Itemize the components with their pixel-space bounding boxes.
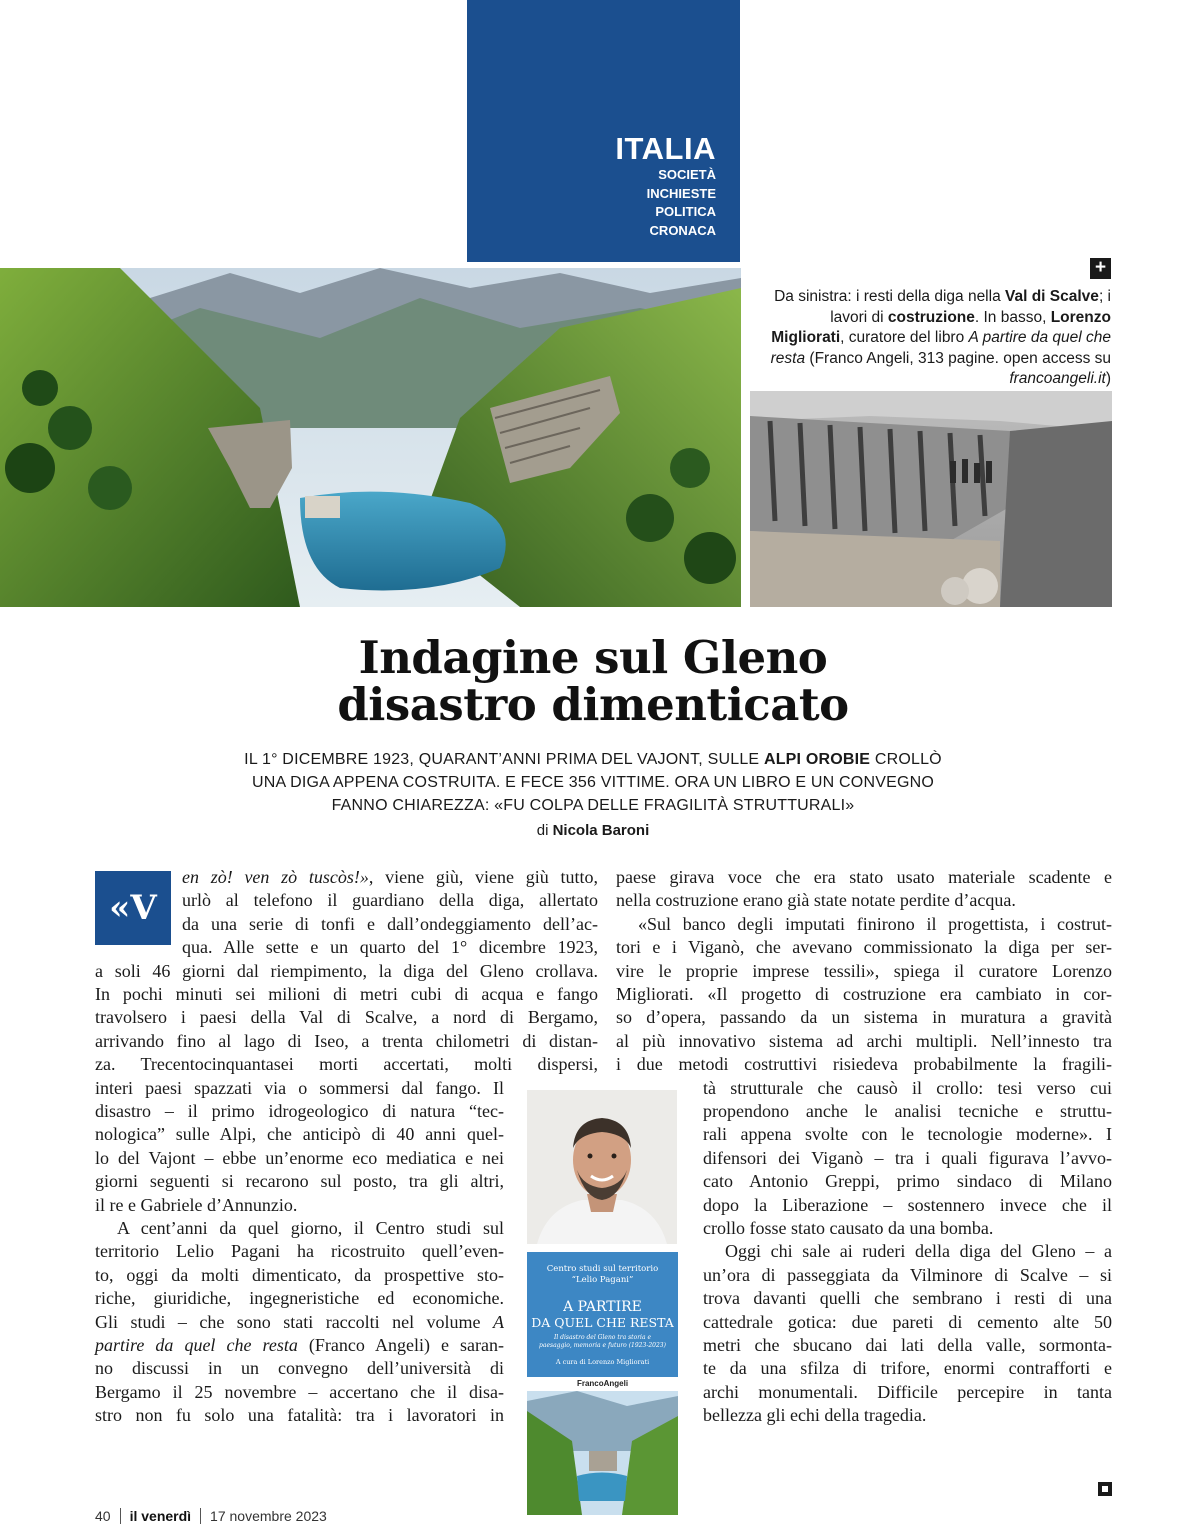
section-subtitle-2: INCHIESTE	[646, 185, 716, 201]
footer-divider	[200, 1508, 201, 1524]
text-line: bellezza gli echi della tragedia.	[703, 1405, 927, 1426]
text-line: disastro – il primo idrogeologico di natura “tec-	[95, 1101, 504, 1121]
text-line: il re e Gabriele d’Annunzio.	[95, 1194, 298, 1215]
section-subtitle-3: POLITICA	[655, 204, 716, 219]
photo-caption	[760, 287, 1111, 390]
book-subtitle: Il disastro del Gleno tra storia e paesaggio, memoria e futuro (1923-2023)	[539, 1334, 666, 1349]
text-line: Migliorati. «Il progetto di costruzione era cambiato in cor-	[616, 984, 1112, 1005]
construction-photo	[750, 391, 1112, 607]
text-line: metri che sbucano dai lati della valle, sormonta-	[703, 1335, 1112, 1356]
col1-cap-lines	[182, 866, 598, 960]
book-publisher-top: Centro studi sul territorio	[546, 1264, 659, 1274]
headline	[230, 631, 956, 731]
book-title-italic-start: A	[493, 1311, 504, 1332]
col1-narrow-lines	[95, 1077, 504, 1428]
caption-val-di-scalve: Val di Scalve	[1005, 288, 1099, 305]
text-line	[182, 866, 598, 889]
book-cover-front	[527, 1252, 678, 1377]
book-publisher-name: “Lelio Pagani”	[571, 1275, 634, 1285]
text-line: trova davanti quelli che sembrano i resti di una	[703, 1288, 1112, 1309]
text-line: te da una sfilza di trifore, enormi contrafforti e	[703, 1358, 1112, 1379]
text-line: arrivando fino al lago di Iseo, a trenta chilometri di distan-	[95, 1030, 598, 1051]
text-line: rali appena svolte con le tecnologie moderne». I	[703, 1124, 1112, 1145]
text-line: tà strutturale che causò il crollo: tesi verso cui	[703, 1077, 1112, 1098]
deck-text-1: IL 1° DICEMBRE 1923, QUARANT’ANNI PRIMA DEL VAJONT, SULLE	[244, 751, 764, 768]
col1-full-lines	[95, 960, 598, 1077]
text-line	[95, 1311, 504, 1334]
headline-line-1: Indagine sul Gleno	[358, 631, 828, 684]
text-line: un’ora di passeggiata da Vilminore di Scalve – si	[703, 1264, 1112, 1285]
text-line: A cent’anni da quel giorno, il Centro studi sul	[117, 1218, 504, 1239]
text-line: giorni seguenti si recarono sul posto, tra gli altri,	[95, 1171, 504, 1192]
text-line: vire le proprie imprese tessili», spiega il curatore Lorenzo	[616, 960, 1112, 981]
text-line: nella costruzione erano già state notate perdite d’acqua.	[616, 890, 1016, 911]
text-line: no discussi in un convegno dell’università di	[95, 1358, 504, 1379]
caption-costruzione: costruzione	[887, 308, 975, 326]
byline-prefix: di	[536, 822, 553, 839]
section-subtitle-1: SOCIETÀ	[658, 167, 716, 182]
text-line: so d’opera, passando da un sistema in muratura a gravità	[616, 1007, 1112, 1028]
text-line: nologica” sulle Alpi, che anticipò di 40 anni quel-	[95, 1124, 504, 1145]
section-title: ITALIA	[615, 131, 716, 166]
quote-italic: en zò! ven zò tuscòs!»	[182, 867, 369, 887]
magazine-name: il venerdì	[129, 1508, 192, 1524]
caption-text-2: ; i lavori di	[830, 288, 1111, 326]
author-portrait-photo	[527, 1090, 677, 1244]
book-cover	[527, 1252, 678, 1515]
byline	[340, 822, 846, 839]
text-line: territorio Lelio Pagani ha ricostruito quell’even-	[95, 1241, 504, 1262]
caption-text-4: , curatore del libro	[840, 329, 969, 346]
dropcap: «V	[95, 871, 171, 945]
caption-website: francoangeli.it	[1009, 370, 1106, 387]
col2-top-lines	[616, 866, 1112, 1077]
text-line: riche, giuridiche, ingegneristiche ed economiche.	[95, 1288, 504, 1309]
caption-text-1: Da sinistra: i resti della diga nella	[774, 288, 1005, 305]
book-title-italic: partire da quel che resta	[95, 1335, 298, 1356]
text-line: paese girava voce che era stato usato materiale scadente e	[616, 867, 1112, 887]
text-fragment: (Franco Angeli) e saran-	[297, 1335, 504, 1356]
text-line	[95, 1334, 504, 1357]
deck-alpi-orobie: ALPI OROBIE	[763, 751, 871, 768]
text-line: stro non fu solo una fatalità: tra i lavoratori in	[95, 1405, 504, 1426]
book-publisher-logo: FrancoAngeli	[527, 1377, 678, 1391]
text-line: Oggi chi sale ai ruderi della diga del Gleno – a	[725, 1241, 1112, 1262]
text-line: tori e i Viganò, che avevano commissionato la diga per ser-	[616, 937, 1112, 958]
plus-icon: +	[1090, 258, 1111, 279]
book-title-2: DA QUEL CHE RESTA	[531, 1315, 674, 1330]
deck-text-2: CROLLÒ UNA DIGA APPENA COSTRUITA. E FECE 356 VITTIME. ORA UN LIBRO E UN CONVEGNO FANNO CHIAREZZA: «FU COLPA DELLE FRAGILITÀ STRUTTURALI»	[251, 751, 942, 814]
caption-text-5: (Franco Angeli, 313 pagine. open access su	[805, 349, 1111, 367]
end-of-article-icon	[1098, 1482, 1112, 1496]
byline-author: Nicola Baroni	[552, 822, 650, 839]
issue-date: 17 novembre 2023	[210, 1508, 327, 1524]
text-line: crollo fosse stato causato da una bomba.	[703, 1218, 994, 1239]
text-line: cato Antonio Greppi, primo sindaco di Milano	[703, 1171, 1112, 1192]
page-footer	[95, 1508, 327, 1524]
text-line: dopo la Liberazione – sostennero invece che il	[703, 1194, 1112, 1215]
gleno-dam-photo	[0, 268, 741, 607]
caption-text-6: )	[1105, 370, 1111, 387]
caption-author-name: Lorenzo Migliorati	[771, 308, 1111, 346]
text-line: za. Trecentocinquantasei morti accertati, molti dispersi,	[95, 1054, 598, 1075]
text-line: cattedrale gotica: due pareti di cemento alte 50	[703, 1311, 1112, 1332]
text-line: da una serie di tonfi e dall’ondeggiamento dell’ac-	[182, 913, 598, 934]
col2-narrow-lines	[703, 1077, 1112, 1428]
text-line: a soli 46 giorni dal riempimento, la diga del Gleno crollava.	[95, 960, 598, 981]
caption-book-title: A partire da quel che resta	[770, 329, 1111, 367]
caption-text-3: . In basso,	[974, 308, 1051, 326]
text-line: propendono anche le analisi tecniche e struttu-	[703, 1101, 1112, 1121]
text-line: travolsero i paesi della Val di Scalve, a nord di Bergamo,	[95, 1007, 598, 1028]
text-line: In pochi minuti sei milioni di metri cubi di acqua e fango	[95, 984, 598, 1004]
footer-divider	[120, 1508, 121, 1524]
deck-subtitle	[240, 748, 946, 817]
text-line: i due metodi costruttivi risiedeva probabilmente la fragili-	[616, 1054, 1112, 1075]
text-fragment: Gli studi – che sono stati raccolti nel volume	[95, 1311, 493, 1332]
section-header	[467, 0, 740, 262]
text-line: «Sul banco degli imputati finirono il progettista, i costrut-	[638, 913, 1112, 934]
book-title-1: A PARTIRE	[563, 1299, 642, 1315]
text-line: qua. Alle sette e un quarto del 1° dicembre 1923,	[182, 937, 598, 958]
headline-line-2: disastro dimenticato	[337, 678, 849, 731]
text-line: Bergamo il 25 novembre – accertano che il disa-	[95, 1381, 504, 1402]
section-subtitle-4: CRONACA	[649, 222, 716, 238]
text-line: urlò al telefono il guardiano della diga, allertato	[182, 890, 598, 911]
text-fragment: , viene giù, viene giù tutto,	[368, 867, 598, 887]
text-line: difensori dei Viganò – tra i quali figurava l’avvo-	[703, 1147, 1112, 1168]
text-line: interi paesi spazzati via o sommersi dal fango. Il	[95, 1077, 504, 1098]
page-number: 40	[95, 1508, 111, 1524]
text-line: to, oggi da molti dimenticato, da prospettive sto-	[95, 1264, 504, 1285]
text-line: al più innovativo sistema ad archi multipli. Nell’innesto tra	[616, 1030, 1112, 1051]
book-editor: A cura di Lorenzo Migliorati	[555, 1358, 650, 1366]
text-line: archi monumentali. Difficile percepire in tanta	[703, 1381, 1112, 1402]
text-line: lo del Vajont – ebbe un’enorme eco mediatica e nei	[95, 1147, 504, 1168]
book-cover-photo	[527, 1391, 678, 1515]
